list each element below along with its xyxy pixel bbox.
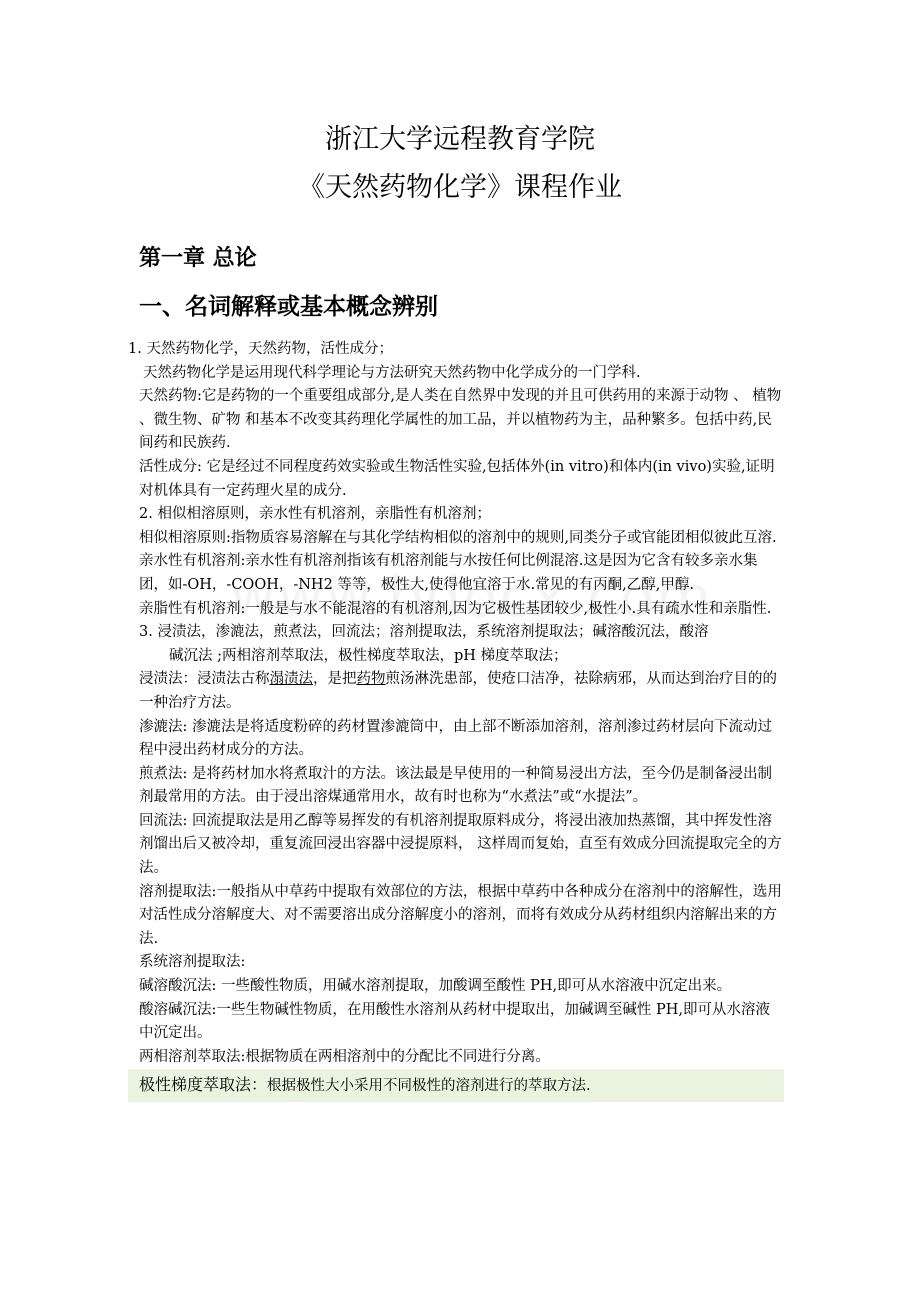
answer-text: ，是把 bbox=[313, 671, 357, 688]
question-3-line-1: 3. 浸渍法，渗漉法，煎煮法，回流法；溶剂提取法，系统溶剂提取法；碱溶酸沉法，酸溶 bbox=[139, 624, 709, 641]
chapter-heading: 第一章 总论 bbox=[139, 246, 257, 271]
answer-paragraph: 渗漉法: 渗漉法是将适度粉碎的药材置渗漉筒中，由上部不断添加溶剂，溶剂渗过药材层向下流动过程中浸出药材成分的方法。 bbox=[139, 718, 772, 759]
answer-paragraph: 煎煮法: 是将药材加水将煮取汁的方法。该法最是早使用的一种简易浸出方法，至今仍是制备浸出制剂最常用的方法。由于浸出溶煤通常用水，故有时也称为“水煮法”或“水提法”。 bbox=[139, 765, 772, 806]
course-title: 《天然药物化学》课程作业 bbox=[298, 172, 622, 203]
section-heading: 一、名词解释或基本概念辨别 bbox=[139, 294, 438, 320]
answer-paragraph: 亲水性有机溶剂:亲水性有机溶剂指该有机溶剂能与水按任何比例混溶.这是因为它含有较多亲水集团，如-OH，-COOH，-NH2 等等，极性大,使得他宜溶于水.常见的有丙酮,乙醇,甲醇. bbox=[139, 553, 758, 593]
answer-paragraph: 溶剂提取法:一般指从中草药中提取有效部位的方法，根据中草药中各种成分在溶剂中的溶解性，选用对活性成分溶解度大、对不需要溶出成分溶解度小的溶剂，而将有效成分从药材组织内溶解出来的方法. bbox=[139, 883, 782, 947]
answer-paragraph: 天然药物化学是运用现代科学理论与方法研究天然药物中化学成分的一门学科. bbox=[143, 364, 641, 381]
underlined-term: 药物 bbox=[356, 671, 386, 688]
highlight-text: 根据极性大小采用不同极性的溶剂进行的萃取方法. bbox=[267, 1078, 591, 1095]
answer-paragraph: 碱溶酸沉法: 一些酸性物质，用碱水溶剂提取，加酸调至酸性 PH,即可从水溶液中沉定出来。 bbox=[139, 978, 732, 995]
question-3-line-2: 碱沉法 ;两相溶剂萃取法，极性梯度萃取法，pH 梯度萃取法； bbox=[169, 647, 568, 664]
answer-paragraph: 相似相溶原则:指物质容易溶解在与其化学结构相似的溶剂中的规则,同类分子或官能团相似彼此互溶. bbox=[139, 529, 777, 546]
highlighted-paragraph bbox=[128, 1069, 784, 1102]
answer-text: 浸渍法：浸渍法古称 bbox=[139, 671, 270, 688]
question-2: 2. 相似相溶原则，亲水性有机溶剂，亲脂性有机溶剂； bbox=[139, 506, 491, 523]
school-title: 浙江大学远程教育学院 bbox=[325, 124, 595, 155]
answer-paragraph: 活性成分: 它是经过不同程度药效实验或生物活性实验,包括体外(in vitro)和体内(in vivo)实验,证明对机体具有一定药理火星的成分. bbox=[139, 458, 775, 499]
answer-paragraph: 系统溶剂提取法: bbox=[139, 954, 246, 971]
question-1: 1. 天然药物化学，天然药物，活性成分； bbox=[128, 341, 393, 357]
answer-text: 煎汤淋洗患部，使疮口洁净，祛除病邪，从而达到治疗目的的一种治疗方法。 bbox=[139, 671, 777, 711]
answer-paragraph: 亲脂性有机溶剂:一般是与水不能混溶的有机溶剂,因为它极性基团较少,极性小.具有疏水性和亲脂性. bbox=[139, 600, 772, 617]
answer-paragraph: 两相溶剂萃取法:根据物质在两相溶剂中的分配比不同进行分离。 bbox=[139, 1048, 550, 1065]
answer-paragraph: 回流法: 回流提取法是用乙醇等易挥发的有机溶剂提取原料成分，将浸出液加热蒸馏，其中挥发性溶剂馏出后又被冷却，重复流回浸出容器中浸提原料， 这样周而复始，直至有效成分回流提取完全的方法。 bbox=[139, 812, 782, 877]
highlight-label: 极性梯度萃取法： bbox=[139, 1075, 268, 1095]
answer-paragraph: 酸溶碱沉法:一些生物碱性物质，在用酸性水溶剂从药材中提取出，加碱调至碱性 PH,即可从水溶液中沉定出。 bbox=[139, 1001, 771, 1042]
answer-paragraph bbox=[128, 668, 784, 715]
underlined-term: 溻渍法 bbox=[269, 671, 313, 688]
answer-paragraph: 天然药物:它是药物的一个重要组成部分,是人类在自然界中发现的并且可供药用的来源于动物 、 植物 、微生物、矿物 和基本不改变其药理化学属性的加工品，并以植物药为主，品种繁多。包括中药,民间药和民族药. bbox=[139, 388, 782, 452]
document-body bbox=[128, 338, 784, 1102]
